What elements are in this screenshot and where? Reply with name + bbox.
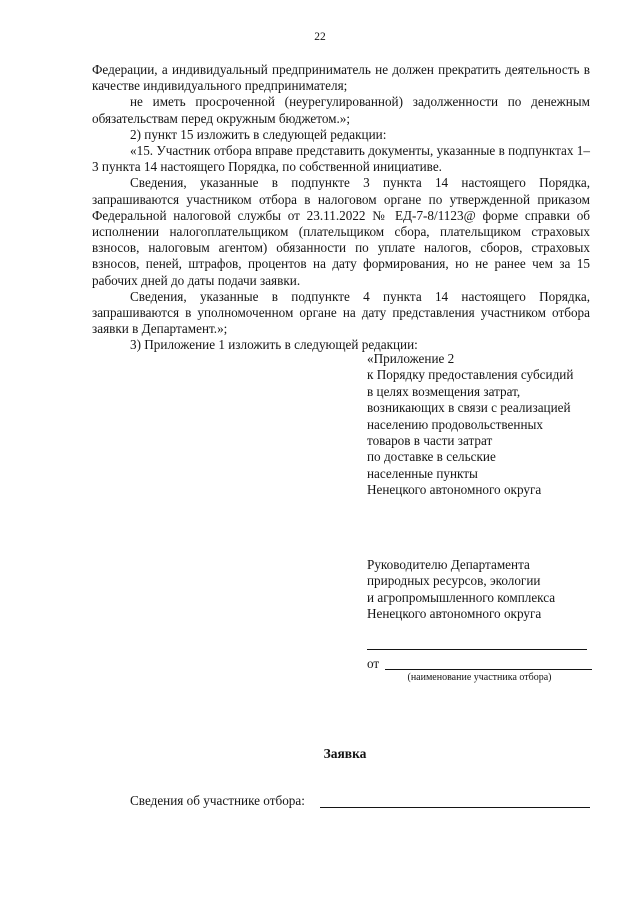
participant-name-caption: (наименование участника отбора)	[407, 672, 552, 683]
from-label: от	[367, 656, 380, 671]
application-heading: Заявка	[323, 746, 367, 761]
appendix-line: Ненецкого автономного округа	[367, 482, 542, 498]
appendix-line: к Порядку предоставления субсидий	[367, 367, 574, 383]
participant-info-label: Сведения об участнике отбора:	[130, 793, 305, 808]
appendix-line: населенные пункты	[367, 465, 478, 481]
addressee-line: Руководителю Департамента	[367, 557, 530, 572]
addressee-block	[367, 557, 607, 623]
addressee-line: и агропромышленного комплекса	[367, 589, 556, 605]
body-paragraph: не иметь просроченной (неурегулированной) задолженности по денежным обязательствам перед окружным бюджетом.»;	[92, 94, 590, 126]
page-number: 22	[314, 31, 326, 43]
appendix-line: в целях возмещения затрат,	[367, 383, 521, 399]
from-row	[367, 656, 592, 672]
addressee-line: природных ресурсов, экологии	[367, 573, 541, 589]
appendix-line: по доставке в сельские	[367, 449, 496, 465]
body-paragraph: Федерации, а индивидуальный предприниматель не должен прекратить деятельность в качестве индивидуального предпринимателя;	[92, 62, 590, 94]
body-text	[92, 62, 590, 354]
body-paragraph: Сведения, указанные в подпункте 3 пункта 14 настоящего Порядка, запрашиваются участником отбора в налоговом органе по утвержденной приказом Федеральной налоговой службы от 23.11.2022 № ЕД-7-8/1123@ форме справки об исполнении налогоплательщиком (плательщиком сбора, плательщиком страховых взносов, налоговым агентом) обязанности по уплате налогов, сборов, страховых взносов, пеней, штрафов, процентов на дату формирования, но не ранее чем за 15 рабочих дней до даты подачи заявки.	[92, 175, 590, 288]
body-paragraph: Сведения, указанные в подпункте 4 пункта 14 настоящего Порядка, запрашиваются в уполномоченном органе на дату представления участником отбора заявки в Департамент.»;	[92, 288, 590, 337]
body-paragraph: 2) пункт 15 изложить в следующей редакции:	[130, 126, 387, 142]
addressee-line: Ненецкого автономного округа	[367, 606, 542, 622]
appendix-line: товаров в части затрат	[367, 433, 493, 449]
appendix-line: населению продовольственных	[367, 416, 543, 432]
participant-info-row	[130, 793, 590, 809]
body-paragraph: «15. Участник отбора вправе представить документы, указанные в подпунктах 1–3 пункта 14 настоящего Порядка, по собственной инициативе.	[92, 143, 590, 175]
appendix-header	[367, 351, 607, 499]
appendix-line: «Приложение 2	[367, 351, 455, 366]
participant-info-fill-line	[320, 807, 590, 808]
body-paragraph: 3) Приложение 1 изложить в следующей редакции:	[130, 337, 418, 353]
appendix-line: возникающих в связи с реализацией	[367, 400, 571, 416]
from-fill-line	[385, 669, 592, 670]
blank-line	[367, 649, 587, 650]
